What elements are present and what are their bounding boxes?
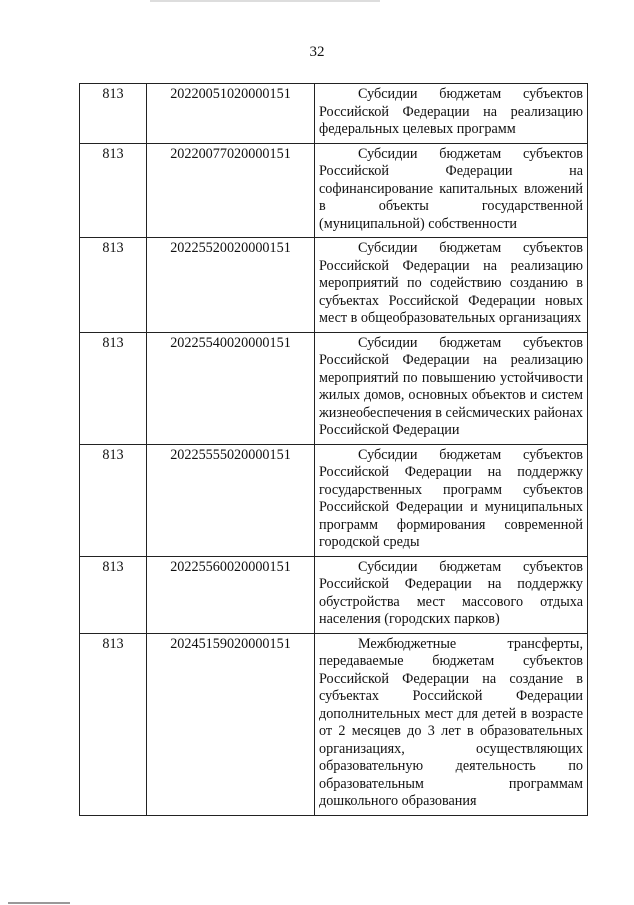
admin-code-cell: 813 bbox=[80, 444, 147, 556]
table-row bbox=[80, 633, 588, 815]
kbk-code-cell: 20220051020000151 bbox=[147, 84, 315, 144]
description-text: Субсидии бюджетам субъектов Российской Федерации на поддержку государственных программ субъектов Российской Федерации и муниципальных программ формирования современной городской среды bbox=[319, 446, 583, 550]
description-text: Субсидии бюджетам субъектов Российской Федерации на реализацию мероприятий по повышению устойчивости жилых домов, основных объектов и систем жизнеобеспечения в сейсмических районах Российской Федерации bbox=[319, 334, 583, 438]
budget-classification-table bbox=[79, 83, 588, 816]
kbk-code-cell: 20225555020000151 bbox=[147, 444, 315, 556]
kbk-code-cell: 20245159020000151 bbox=[147, 633, 315, 815]
admin-code-cell: 813 bbox=[80, 633, 147, 815]
admin-code-cell: 813 bbox=[80, 556, 147, 633]
kbk-code-cell: 20225540020000151 bbox=[147, 332, 315, 444]
description-text: Субсидии бюджетам субъектов Российской Федерации на реализацию федеральных целевых программ bbox=[319, 86, 583, 137]
table-row bbox=[80, 238, 588, 333]
description-cell bbox=[315, 633, 588, 815]
description-cell bbox=[315, 332, 588, 444]
description-cell bbox=[315, 84, 588, 144]
admin-code-cell: 813 bbox=[80, 84, 147, 144]
description-text: Субсидии бюджетам субъектов Российской Федерации на софинансирование капитальных вложений в объекты государственной (муниципальной) собственности bbox=[319, 145, 583, 232]
description-cell bbox=[315, 444, 588, 556]
kbk-code-cell: 20225520020000151 bbox=[147, 238, 315, 333]
kbk-code-cell: 20225560020000151 bbox=[147, 556, 315, 633]
table-row bbox=[80, 143, 588, 238]
table-row bbox=[80, 556, 588, 633]
table-row bbox=[80, 332, 588, 444]
kbk-code-cell: 20220077020000151 bbox=[147, 143, 315, 238]
description-text: Субсидии бюджетам субъектов Российской Федерации на поддержку обустройства мест массового отдыха населения (городских парков) bbox=[319, 558, 583, 627]
description-text: Субсидии бюджетам субъектов Российской Федерации на реализацию мероприятий по содействию созданию в субъектах Российской Федерации новых мест в общеобразовательных организациях bbox=[319, 240, 583, 326]
admin-code-cell: 813 bbox=[80, 238, 147, 333]
description-cell bbox=[315, 143, 588, 238]
admin-code-cell: 813 bbox=[80, 143, 147, 238]
description-text: Межбюджетные трансферты, передаваемые бюджетам субъектов Российской Федерации на создание в субъектах Российской Федерации дополнительных мест для детей в возрасте от 2 месяцев до 3 лет в образовательных организациях, осуществляющих образовательную деятельность по образовательным программам дошкольного образования bbox=[319, 635, 583, 809]
description-cell bbox=[315, 556, 588, 633]
table-row bbox=[80, 444, 588, 556]
table-row bbox=[80, 84, 588, 144]
description-cell bbox=[315, 238, 588, 333]
page-number: 32 bbox=[309, 44, 325, 60]
admin-code-cell: 813 bbox=[80, 332, 147, 444]
